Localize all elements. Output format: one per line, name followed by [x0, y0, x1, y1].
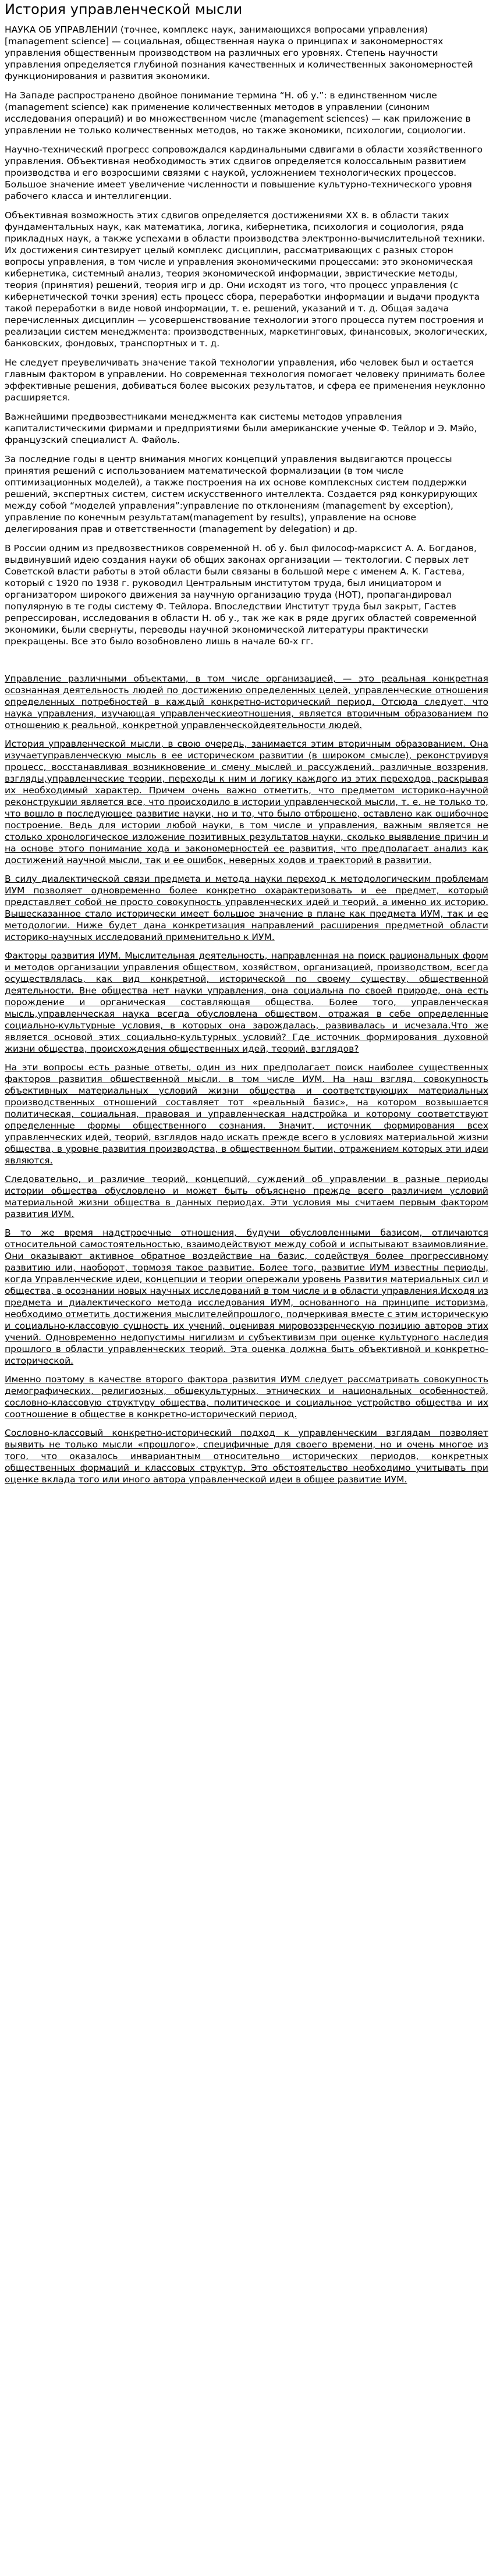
main-paragraph: В то же время надстроечные отношения, будучи обусловленными базисом, отличаются относительной самостоятельностью, взаимодействуют между собой и испытывают взаимовлияние. Они оказывают активное обратное воздействие на базис, содействуя более прогрессивному развитию или, наоборот, тормозя такое развитие. Более того, развитие ИУМ известны периоды, когда Управленческие идеи, концепции и теории опережали уровень Развития материальных сил и общества, в осознании новых научных исследований в том числе и в области управления.Исходя из предмета и диалектического метода исследования ИУМ, основанного на принципе историзма, необходимо отметить достижения мыслителейпрошлого, подчеркивая вместе с этим историческую и социально-классовую сущность их учений, оценивая мировоззренческую позицию авторов этих учений. Одновременно недопустимы нигилизм и субъективизм при оценке культурного наследия прошлого в области управленческих теорий. Эта оценка должна быть объективной и конкретно-исторической. — [5, 1227, 488, 1366]
intro-paragraph: Не следует преувеличивать значение такой технологии управления, ибо человек был и остается главным фактором в управлении. Но современная технология помогает человеку принимать более эффективные решения, добиваться более высоких результатов, и сфера ее применения неуклонно расширяется. — [5, 357, 485, 403]
intro-paragraph: За последние годы в центр внимания многих концепций управления выдвигаются процессы принятия решений с использованием математической формализации (в том числе оптимизационных моделей), а также построения на их основе комплексных систем поддержки решений, экспертных систем, систем искусственного интеллекта. Создается ряд конкурирующих между собой “моделей управления”:управление по отклонениям (management by exception), управление по конечным результатам(management by results), управление на основе делегирования прав и ответственности (management by delegation) и др. — [5, 454, 478, 534]
intro-paragraph: НАУКА ОБ УПРАВЛЕНИИ (точнее, комплекс наук, занимающихся вопросами управления) [management science] — социальная, общественная наука о принципах и закономерностях управления общественным производством на различных его уровнях. Степень научности управления определяется глубиной познания качественных и количественных закономерностей функционирования и развития экономики. — [5, 24, 473, 81]
main-paragraph: Следовательно, и различие теорий, концепций, суждений об управлении в разные периоды истории общества обусловлено и может быть объяснено прежде всего различием условий материальной жизни общества в данных периодах. Эти условия мы считаем первым фактором развития ИУМ. — [5, 1174, 488, 1219]
main-section — [5, 673, 488, 1485]
main-paragraph: Сословно-классовый конкретно-исторический подход к управленческим взглядам позволяет выявить не только мысли «прошлого», специфичные для своего времени, но и очень многое из того, что оказалось инвариантным относительно исторических периодов, конкретных общественных формаций и классовых структур. Это обстоятельство необходимо учитывать при оценке вклада того или иного автора управленческой идеи в общее развитие ИУМ. — [5, 1428, 488, 1485]
intro-paragraph: В России одним из предвозвестников современной Н. об у. был философ-марксист А. А. Богданов, выдвинувший идею создания науки об общих законах организации — тектологии. С первых лет Советской власти работы в этой области были связаны в большой мере с именем А. К. Гастева, который с 1920 по 1938 г. руководил Центральным институтом труда, был инициатором и организатором широкого движения за научную организацию труда (НОТ), пропагандировал популярную в те годы систему Ф. Тейлора. Впоследствии Институт труда был закрыт, Гастев репрессирован, исследования в области Н. об у., так же как в ряде других областей современной экономики, были свернуты, переводы научной экономической литературы практически прекращены. Все это было возобновлено лишь в начале 60-х гг. — [5, 543, 477, 647]
intro-paragraph: Научно-технический прогресс сопровождался кардинальными сдвигами в области хозяйственного управления. Объективная необходимость этих сдвигов определяется колоссальным развитием производства и его возросшими связями с наукой, усложнением технологических процессов. Большое значение имеет увеличение численности и повышение культурно-технического уровня рабочего класса и интеллигенции. — [5, 144, 483, 201]
page-title: История управленческой мысли — [5, 1, 243, 17]
main-paragraph: Факторы развития ИУМ. Мыслительная деятельность, направленная на поиск рациональных форм и методов организации управления обществом, хозяйством, организацией, производством, всегда осуществлялась, как вид конкретной, исторической по своему существу, общественной деятельности. Вне общества нет науки управления, она социальна по своей природе, она есть порождение и органическая составляющая общества. Более того, управленческая мысль,управленческая наука всегда обусловлена обществом, отражая в себе определенные социально-культурные условия, в которых она зарождалась, развивалась и исчезала.Что же является основой этих социально-культурных условий? Где источник формирования духовной жизни общества, происхождения общественных идей, теорий, взглядов? — [5, 950, 488, 1054]
intro-paragraph: На Западе распространено двойное понимание термина “Н. об у.”: в единственном числе (management science) как применение количественных методов в управлении (синоним исследования операций) и во множественном числе (management sciences) — как приложение в управлении не только количественных методов, но также экономики, психологии, социологии. — [5, 90, 471, 136]
main-paragraph: История управленческой мысли, в свою очередь, занимается этим вторичным образованием. Она изучаетуправленческую мысль в ее историческом развитии (в широком смысле), реконструируя процесс, восстанавливая возникновение и смену мыслей и рассуждений, различные воззрения, взгляды,управленческие теории, переходы к ним и логику каждого из этих переходов, раскрывая их необходимый характер. Причем очень важно отметить, что предметом историко-научной реконструкции является все, что происходило в истории управленческой мысли, т. е. не только то, что вошло в последующее развитие науки, но и то, что было отброшено, оставлено как ошибочное построение. Ведь для истории любой науки, в том числе и управления, важным является не столько хронологическое изложение позитивных результатов науки, сколько выявление причин и на основе этого понимание хода и закономерностей ее развития, что предполагает анализ как достижений научной мысли, так и ее ошибок, неверных ходов и траекторий в развитии. — [5, 739, 488, 865]
main-paragraph: Управление различными объектами, в том числе организацией, — это реальная конкретная осознанная деятельность людей по достижению определенных целей, управленческие отношения определенных потребностей в каждый конкретно-исторический период. Отсюда следует, что наука управления, изучающая управленческиеотношения, является вторичным образованием по отношению к реальной, конкретной управленческойдеятельности людей. — [5, 673, 488, 730]
main-paragraph: В силу диалектической связи предмета и метода науки переход к методологическим проблемам ИУМ позволяет одновременно более конкретно охарактеризовать и ее предмет, который представляет собой не просто совокупность управленческих идей и теорий, а именно их историю. Вышесказанное стало исторически имеет большое значение в плане как предмета ИУМ, так и ее методологии. Ниже будет дана конкретизация направлений расширения предметной области историко-научных исследований применительно к ИУМ. — [5, 874, 488, 942]
main-paragraph: Именно поэтому в качестве второго фактора развития ИУМ следует рассматривать совокупность демографических, религиозных, общекультурных, этнических и национальных особенностей, сословно-классовую структуру общества, политическое и социальное устройство общества и их соотношение в обществе в конкретно-исторический период. — [5, 1374, 488, 1420]
intro-paragraph: Объективная возможность этих сдвигов определяется достижениями XX в. в области таких фундаментальных наук, как математика, логика, кибернетика, психология и социология, ряда прикладных наук, а также успехами в области производства электронно-вычислительной техники. Их достижения синтезирует целый комплекс дисциплин, рассматривающих с разных сторон вопросы управления, в том числе и управления экономическими процессами: это экономическая кибернетика, системный анализ, теория экономической информации, эвристические методы, теория (принятия) решений, теория игр и др. Они исходят из того, что процесс управления (с кибернетической точки зрения) есть процесс сбора, переработки информации и выдачи продукта такой переработки в виде новой информации, т. е. решений, указаний и т. д. Общая задача перечисленных дисциплин — усовершенствование технологии этого процесса путем построения и реализации систем менеджмента: производственных, маркетинговых, финансовых, экологических, банковских, фондовых, транспортных и т. д. — [5, 210, 488, 349]
main-paragraph: На эти вопросы есть разные ответы, один из них предполагает поиск наиболее существенных факторов развития общественной мысли, в том числе ИУМ. На наш взгляд, совокупность объективных материальных условий жизни общества и соответствующих материальных производственных отношений составляет тот «реальный базис», на котором возвышается политическая, социальная, правовая и управленческая надстройка и которому соответствуют определенные формы общественного сознания. Значит, источник формирования всех управленческих идей, теорий, взглядов надо искать прежде всего в условиях материальной жизни общества, в уровне развития производства, в общественном бытии, отражением которых эти идеи являются. — [5, 1062, 488, 1166]
intro-section — [5, 24, 488, 647]
intro-paragraph: Важнейшими предвозвестниками менеджмента как системы методов управления капиталистическими фирмами и предприятиями были американские ученые Ф. Тейлор и Э. Мэйо, французский специалист А. Файоль. — [5, 411, 477, 445]
